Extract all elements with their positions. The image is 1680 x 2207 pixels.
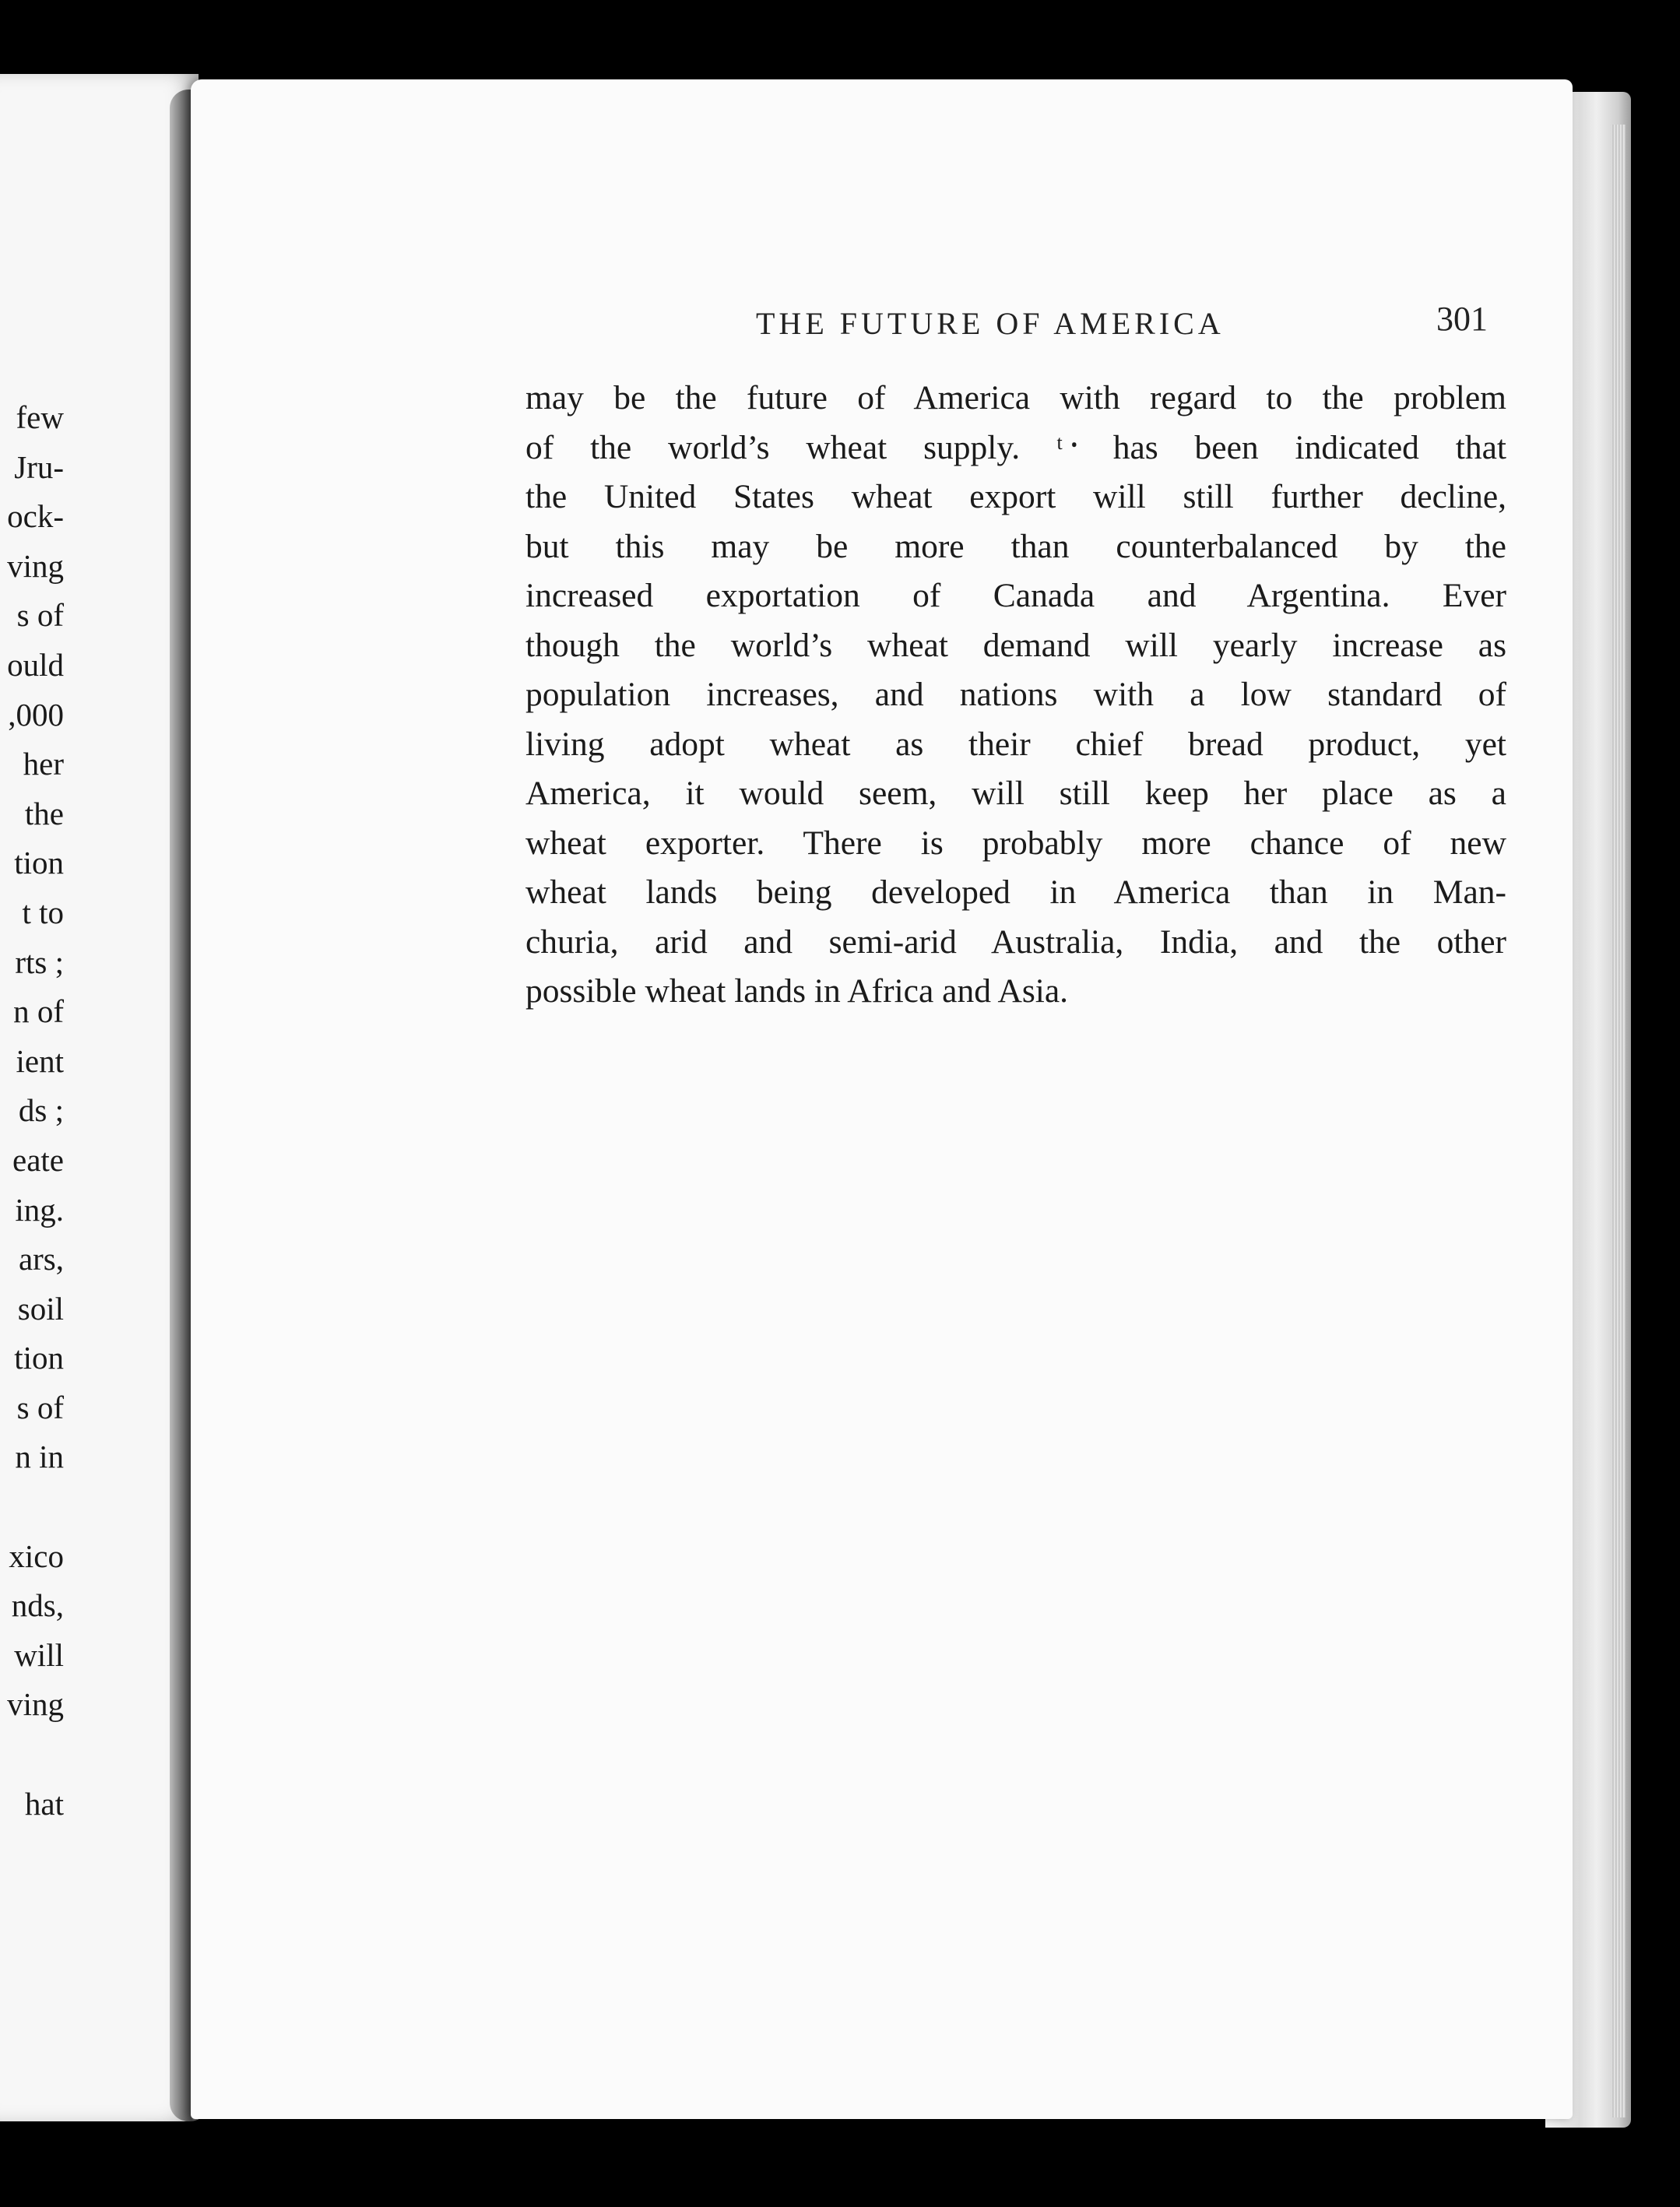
text-line: America, it would seem, will still keep her place as a <box>525 775 1506 812</box>
left-line-fragment: rts ; <box>15 944 64 980</box>
text-line: increased exportation of Canada and Argentina. Ever <box>525 577 1506 614</box>
text-line: wheat lands being developed in America than in Man- <box>525 873 1506 911</box>
left-line-fragment: soil <box>17 1290 64 1327</box>
left-line-fragment: ds ; <box>18 1092 64 1129</box>
left-line-fragment: eate <box>12 1141 64 1178</box>
text-line: possible wheat lands in Africa and Asia. <box>525 972 1069 1010</box>
left-line-fragment: s of <box>16 1389 64 1425</box>
left-line-fragment: tion <box>14 1340 64 1376</box>
text-line: the United States wheat export will still further decline, <box>525 478 1506 515</box>
left-line-fragment: the <box>24 795 64 831</box>
text-line: churia, arid and semi-arid Australia, India, and the other <box>525 923 1506 961</box>
left-line-fragment <box>0 1482 64 1532</box>
page-edges <box>1611 125 1626 2117</box>
running-head: THE FUTURE OF AMERICA <box>756 306 1225 341</box>
left-line-fragment: ock- <box>7 498 64 535</box>
text-line: though the world’s wheat demand will yearly increase as <box>525 626 1506 664</box>
page-number: 301 <box>1436 300 1488 338</box>
page-body-text <box>525 374 1506 1017</box>
left-line-fragment: ould <box>7 646 64 683</box>
left-line-fragment: xico <box>9 1538 64 1574</box>
left-line-fragment: n in <box>15 1439 64 1475</box>
text-line: wheat exporter. There is probably more chance of new <box>525 824 1506 862</box>
left-line-fragment: few <box>16 399 64 435</box>
text-line: of the world’s wheat supply. ᵗ᠂ has been indicated that <box>525 428 1506 466</box>
left-line-fragment: ving <box>7 1686 64 1723</box>
left-line-fragment: her <box>23 746 64 782</box>
left-line-fragment: s of <box>16 597 64 634</box>
left-page-text-column <box>0 393 64 1829</box>
left-line-fragment: Jru- <box>14 448 64 485</box>
left-line-fragment: tion <box>14 845 64 881</box>
left-line-fragment: ing. <box>15 1191 64 1228</box>
book-page-301 <box>191 79 1573 2119</box>
left-line-fragment: ars, <box>18 1241 64 1277</box>
text-line: may be the future of America with regard to the problem <box>525 379 1506 416</box>
left-line-fragment: ,000 <box>8 696 64 733</box>
text-line: living adopt wheat as their chief bread product, yet <box>525 725 1506 763</box>
left-line-fragment: will <box>14 1636 64 1673</box>
left-line-fragment <box>0 1730 64 1780</box>
left-line-fragment: t to <box>22 894 64 930</box>
left-line-fragment: nds, <box>11 1587 64 1624</box>
left-line-fragment: ient <box>16 1042 64 1079</box>
left-line-fragment: hat <box>24 1785 64 1822</box>
facing-page-left <box>0 74 199 2121</box>
left-line-fragment: ving <box>7 547 64 584</box>
text-line: but this may be more than counterbalanced by the <box>525 527 1506 565</box>
text-line: population increases, and nations with a low standard of <box>525 676 1506 713</box>
left-line-fragment: n of <box>13 993 64 1030</box>
